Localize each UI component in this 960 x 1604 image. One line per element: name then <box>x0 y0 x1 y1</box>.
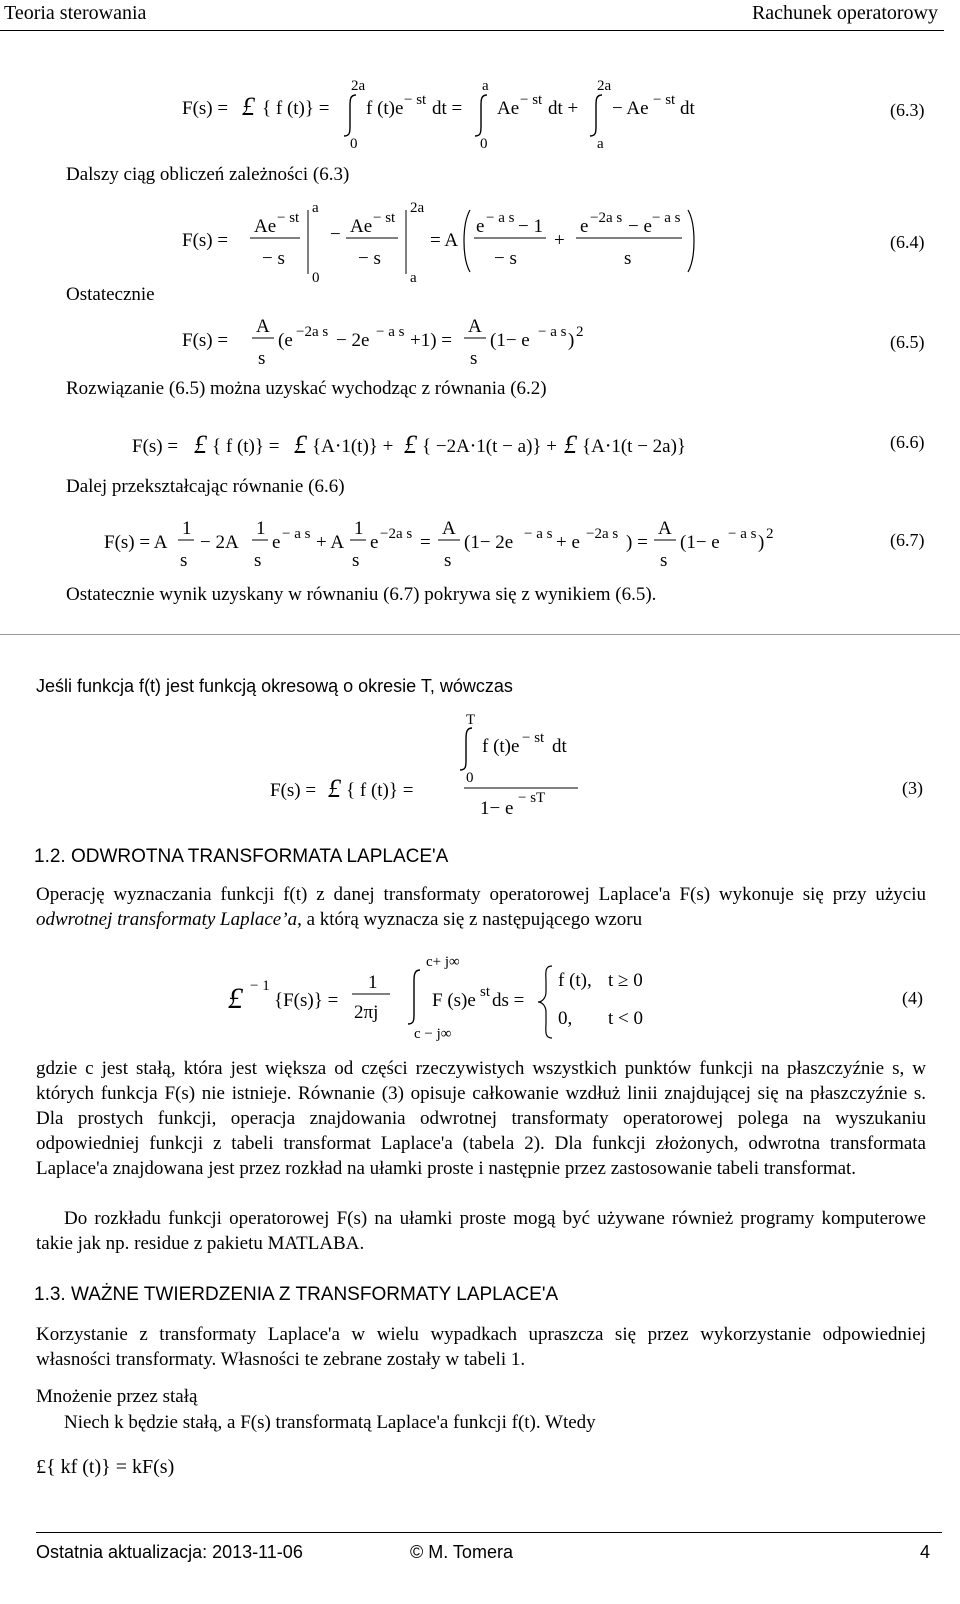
svg-text:£: £ <box>564 430 577 459</box>
svg-text:c+ j∞: c+ j∞ <box>426 954 460 970</box>
svg-text:): ) <box>758 532 765 553</box>
svg-text:0: 0 <box>312 270 320 286</box>
svg-text:2πj: 2πj <box>354 1002 379 1023</box>
svg-text:−2a s: −2a s <box>586 526 619 542</box>
svg-text:£: £ <box>404 430 417 459</box>
svg-text:− a s: − a s <box>282 526 311 542</box>
equation-6-6 <box>112 424 812 464</box>
svg-text:0: 0 <box>466 770 474 786</box>
svg-text:e: e <box>272 532 281 553</box>
svg-text:s: s <box>624 248 632 269</box>
svg-text:F(s) =: F(s) = <box>182 330 229 351</box>
svg-text:c − j∞: c − j∞ <box>414 1026 452 1042</box>
svg-text:1: 1 <box>368 972 378 993</box>
svg-text:+: + <box>554 230 565 251</box>
svg-text:− st: − st <box>373 210 396 226</box>
svg-text:f (t)e: f (t)e <box>366 98 404 119</box>
svg-text:£: £ <box>194 430 207 459</box>
text-final: Ostatecznie <box>66 284 155 305</box>
svg-text:− s: − s <box>262 248 285 269</box>
svg-text:£: £ <box>242 92 255 121</box>
svg-text:−2a s: −2a s <box>296 324 329 340</box>
svg-text:F(s) =: F(s) = <box>182 230 229 251</box>
svg-text:− 1: − 1 <box>250 978 270 994</box>
svg-text:+1) =: +1) = <box>410 330 453 351</box>
header-title-left: Teoria sterowania <box>4 2 147 24</box>
svg-text:dt +: dt + <box>548 98 579 119</box>
svg-text:+ A: + A <box>316 532 345 553</box>
paragraph-multiplication-constant: Niech k będzie stałą, a F(s) transformatą Laplace'a funkcji f(t). Wtedy <box>64 1412 596 1433</box>
svg-text:A: A <box>658 518 672 539</box>
header-rule <box>0 30 944 31</box>
svg-text:F(s) =: F(s) = <box>270 780 317 801</box>
eq-number-4: (4) <box>902 988 923 1008</box>
svg-text:+ e: + e <box>556 532 580 553</box>
svg-text:A: A <box>442 518 456 539</box>
svg-text:1: 1 <box>182 518 192 539</box>
text-transform: Dalej przekształcając równanie (6.6) <box>66 476 345 497</box>
svg-text:− s: − s <box>358 248 381 269</box>
equation-inverse-laplace <box>228 950 688 1046</box>
svg-text:dt: dt <box>680 98 695 119</box>
svg-text:s: s <box>258 348 266 369</box>
svg-text:− st: − st <box>522 730 545 746</box>
section-heading-inverse: 1.2. ODWROTNA TRANSFORMATA LAPLACE'A <box>34 846 449 867</box>
svg-text:ds =: ds = <box>492 990 525 1011</box>
eq-number-6-6: (6.6) <box>890 432 925 452</box>
svg-text:s: s <box>660 550 668 571</box>
svg-text:F(s) = A: F(s) = A <box>104 532 168 553</box>
svg-text:−2a s: −2a s <box>590 210 623 226</box>
equation-6-7 <box>100 512 800 572</box>
svg-text:− 1: − 1 <box>518 216 543 237</box>
subheading-multiplication-constant: Mnożenie przez stałą <box>36 1386 198 1407</box>
svg-text:Ae: Ae <box>350 216 373 237</box>
svg-text:2: 2 <box>766 526 774 542</box>
eq-number-6-7: (6.7) <box>890 530 925 550</box>
svg-text:f (t)e: f (t)e <box>482 736 520 757</box>
svg-text:0,: 0, <box>558 1008 573 1029</box>
eq-number-6-4: (6.4) <box>890 232 925 252</box>
svg-text:− a s: − a s <box>486 210 515 226</box>
paragraph-inverse-explanation: gdzie c jest stałą, która jest większa od części rzeczywistych wszystkich punktów funkcji na płaszczyźnie s, w których funkcja F(s) nie istnieje. Równanie (3) opisuje całkowanie wzdłuż linii znajdującej się na płaszczyźnie s. Dla prostych funkcji, operacja znajdowania odwrotnej transformaty operatorowej polega na wyszukaniu odpowiedniej funkcji z tabeli transformat Laplace'a (tabela 2). Dla funkcji złożonych, odwrotna transformata Laplace'a znajdowana jest przez rozkład na ułamki proste i następnie przez zastosowanie tabeli transformat. <box>36 1058 926 1179</box>
svg-text:(1− e: (1− e <box>680 532 720 553</box>
footer-rule <box>36 1532 942 1533</box>
svg-text:− sT: − sT <box>518 790 546 806</box>
svg-text:F(s) =: F(s) = <box>132 436 179 457</box>
equation-6-4 <box>170 194 730 286</box>
svg-text:(1− e: (1− e <box>490 330 530 351</box>
svg-text:{A⋅1(t)} +: {A⋅1(t)} + <box>312 436 394 457</box>
svg-text:− 2e: − 2e <box>336 330 370 351</box>
svg-text:s: s <box>180 550 188 571</box>
svg-text:e: e <box>580 216 589 237</box>
svg-text:t < 0: t < 0 <box>608 1008 643 1029</box>
svg-text:− 2A: − 2A <box>200 532 239 553</box>
svg-text:a: a <box>597 136 604 150</box>
svg-text:− a s: − a s <box>538 324 567 340</box>
svg-text:): ) <box>568 330 575 351</box>
svg-text:e: e <box>476 216 485 237</box>
svg-text:− a s: − a s <box>524 526 553 542</box>
svg-text:− a s: − a s <box>728 526 757 542</box>
svg-text:£: £ <box>228 982 243 1015</box>
svg-text:Ae: Ae <box>497 98 520 119</box>
term-inverse-laplace: odwrotnej transformaty Laplace’a <box>36 909 298 930</box>
formula-multiplication-constant: £{ kf (t)} = kF(s) <box>36 1456 175 1478</box>
svg-text:2a: 2a <box>410 200 425 216</box>
eq-number-6-3: (6.3) <box>890 100 925 120</box>
svg-text:a: a <box>312 200 319 216</box>
svg-text:1: 1 <box>354 518 364 539</box>
svg-text:(1− 2e: (1− 2e <box>464 532 514 553</box>
paragraph-residue <box>36 1206 926 1256</box>
svg-text:− st: − st <box>277 210 300 226</box>
svg-text:e: e <box>370 532 379 553</box>
paragraph-inverse-intro-start: Operację wyznaczania funkcji f(t) z danej transformaty operatorowej Laplace'a F(s) wykonuje się przy użyciu <box>36 884 926 905</box>
svg-text:{ f (t)} =: { f (t)} = <box>346 780 414 801</box>
equation-6-3 <box>170 68 790 150</box>
svg-text:{A⋅1(t − 2a)}: {A⋅1(t − 2a)} <box>582 436 687 457</box>
svg-text:{ −2A⋅1(t − a)} +: { −2A⋅1(t − a)} + <box>422 436 557 457</box>
svg-text:=: = <box>420 532 431 553</box>
text-calc-continuation: Dalszy ciąg obliczeń zależności (6.3) <box>66 164 350 185</box>
svg-text:s: s <box>352 550 360 571</box>
svg-text:£: £ <box>294 430 307 459</box>
svg-text:£: £ <box>328 774 341 803</box>
svg-text:0: 0 <box>350 136 358 150</box>
svg-text:F (s)e: F (s)e <box>432 990 476 1011</box>
svg-text:2a: 2a <box>597 78 612 94</box>
paragraph-inverse-intro <box>36 882 926 932</box>
svg-text:− st: − st <box>520 92 543 108</box>
svg-text:A: A <box>468 316 482 337</box>
svg-text:(e: (e <box>278 330 293 351</box>
equation-6-5 <box>170 310 650 372</box>
svg-text:s: s <box>470 348 478 369</box>
svg-text:2a: 2a <box>351 78 366 94</box>
svg-text:1: 1 <box>256 518 266 539</box>
svg-text:− a s: − a s <box>652 210 681 226</box>
eq-number-3: (3) <box>902 778 923 798</box>
svg-text:s: s <box>444 550 452 571</box>
svg-text:f (t),: f (t), <box>558 970 592 991</box>
svg-text:−: − <box>330 224 341 245</box>
svg-text:− a s: − a s <box>376 324 405 340</box>
text-result: Ostatecznie wynik uzyskany w równaniu (6.7) pokrywa się z wynikiem (6.5). <box>66 584 657 605</box>
svg-text:t ≥ 0: t ≥ 0 <box>608 970 643 991</box>
eq-number-6-5: (6.5) <box>890 332 925 352</box>
svg-text:= A: = A <box>430 230 459 251</box>
svg-text:− st: − st <box>653 92 676 108</box>
text-solution: Rozwiązanie (6.5) można uzyskać wychodząc z równania (6.2) <box>66 378 547 399</box>
svg-text:) =: ) = <box>626 532 648 553</box>
svg-text:2: 2 <box>576 324 584 340</box>
svg-text:{ f (t)} =: { f (t)} = <box>262 98 330 119</box>
equation-periodic <box>266 712 646 828</box>
svg-text:F(s) =: F(s) = <box>182 98 229 119</box>
svg-text:− Ae: − Ae <box>612 98 649 119</box>
svg-text:A: A <box>256 316 270 337</box>
svg-text:0: 0 <box>480 136 488 150</box>
footer-author: © M. Tomera <box>410 1542 513 1562</box>
svg-text:− st: − st <box>404 92 427 108</box>
svg-text:1− e: 1− e <box>480 798 514 819</box>
svg-text:{ f (t)} =: { f (t)} = <box>212 436 280 457</box>
section-heading-theorems: 1.3. WAŻNE TWIERDZENIA Z TRANSFORMATY LAPLACE'A <box>34 1284 559 1305</box>
svg-text:− e: − e <box>628 216 652 237</box>
section-divider <box>0 634 960 635</box>
text-periodic-intro: Jeśli funkcja f(t) jest funkcją okresową o okresie T, wówczas <box>36 676 513 696</box>
header-title-right: Rachunek operatorowy <box>751 2 938 24</box>
svg-text:T: T <box>466 712 476 728</box>
svg-text:Ae: Ae <box>254 216 277 237</box>
svg-text:dt =: dt = <box>432 98 463 119</box>
svg-text:− s: − s <box>494 248 517 269</box>
paragraph-inverse-intro-end: , a którą wyznacza się z następującego wzoru <box>297 909 643 930</box>
paragraph-residue-text: Do rozkładu funkcji operatorowej F(s) na ułamki proste mogą być używane również programy komputerowe takie jak np. residue z pakietu MATLABA. <box>36 1208 926 1254</box>
svg-text:{F(s)} =: {F(s)} = <box>274 990 339 1011</box>
svg-text:−2a s: −2a s <box>380 526 413 542</box>
svg-text:s: s <box>254 550 262 571</box>
svg-text:a: a <box>482 78 489 94</box>
footer-page-number: 4 <box>920 1542 931 1562</box>
svg-text:dt: dt <box>552 736 567 757</box>
paragraph-theorems-intro: Korzystanie z transformaty Laplace'a w wielu wypadkach upraszcza się przez wykorzystanie odpowiedniej własności transformaty. Własności te zebrane zostały w tabeli 1. <box>36 1324 926 1370</box>
footer-date: Ostatnia aktualizacja: 2013-11-06 <box>36 1542 303 1562</box>
svg-text:a: a <box>410 270 417 286</box>
svg-text:st: st <box>480 984 491 1000</box>
